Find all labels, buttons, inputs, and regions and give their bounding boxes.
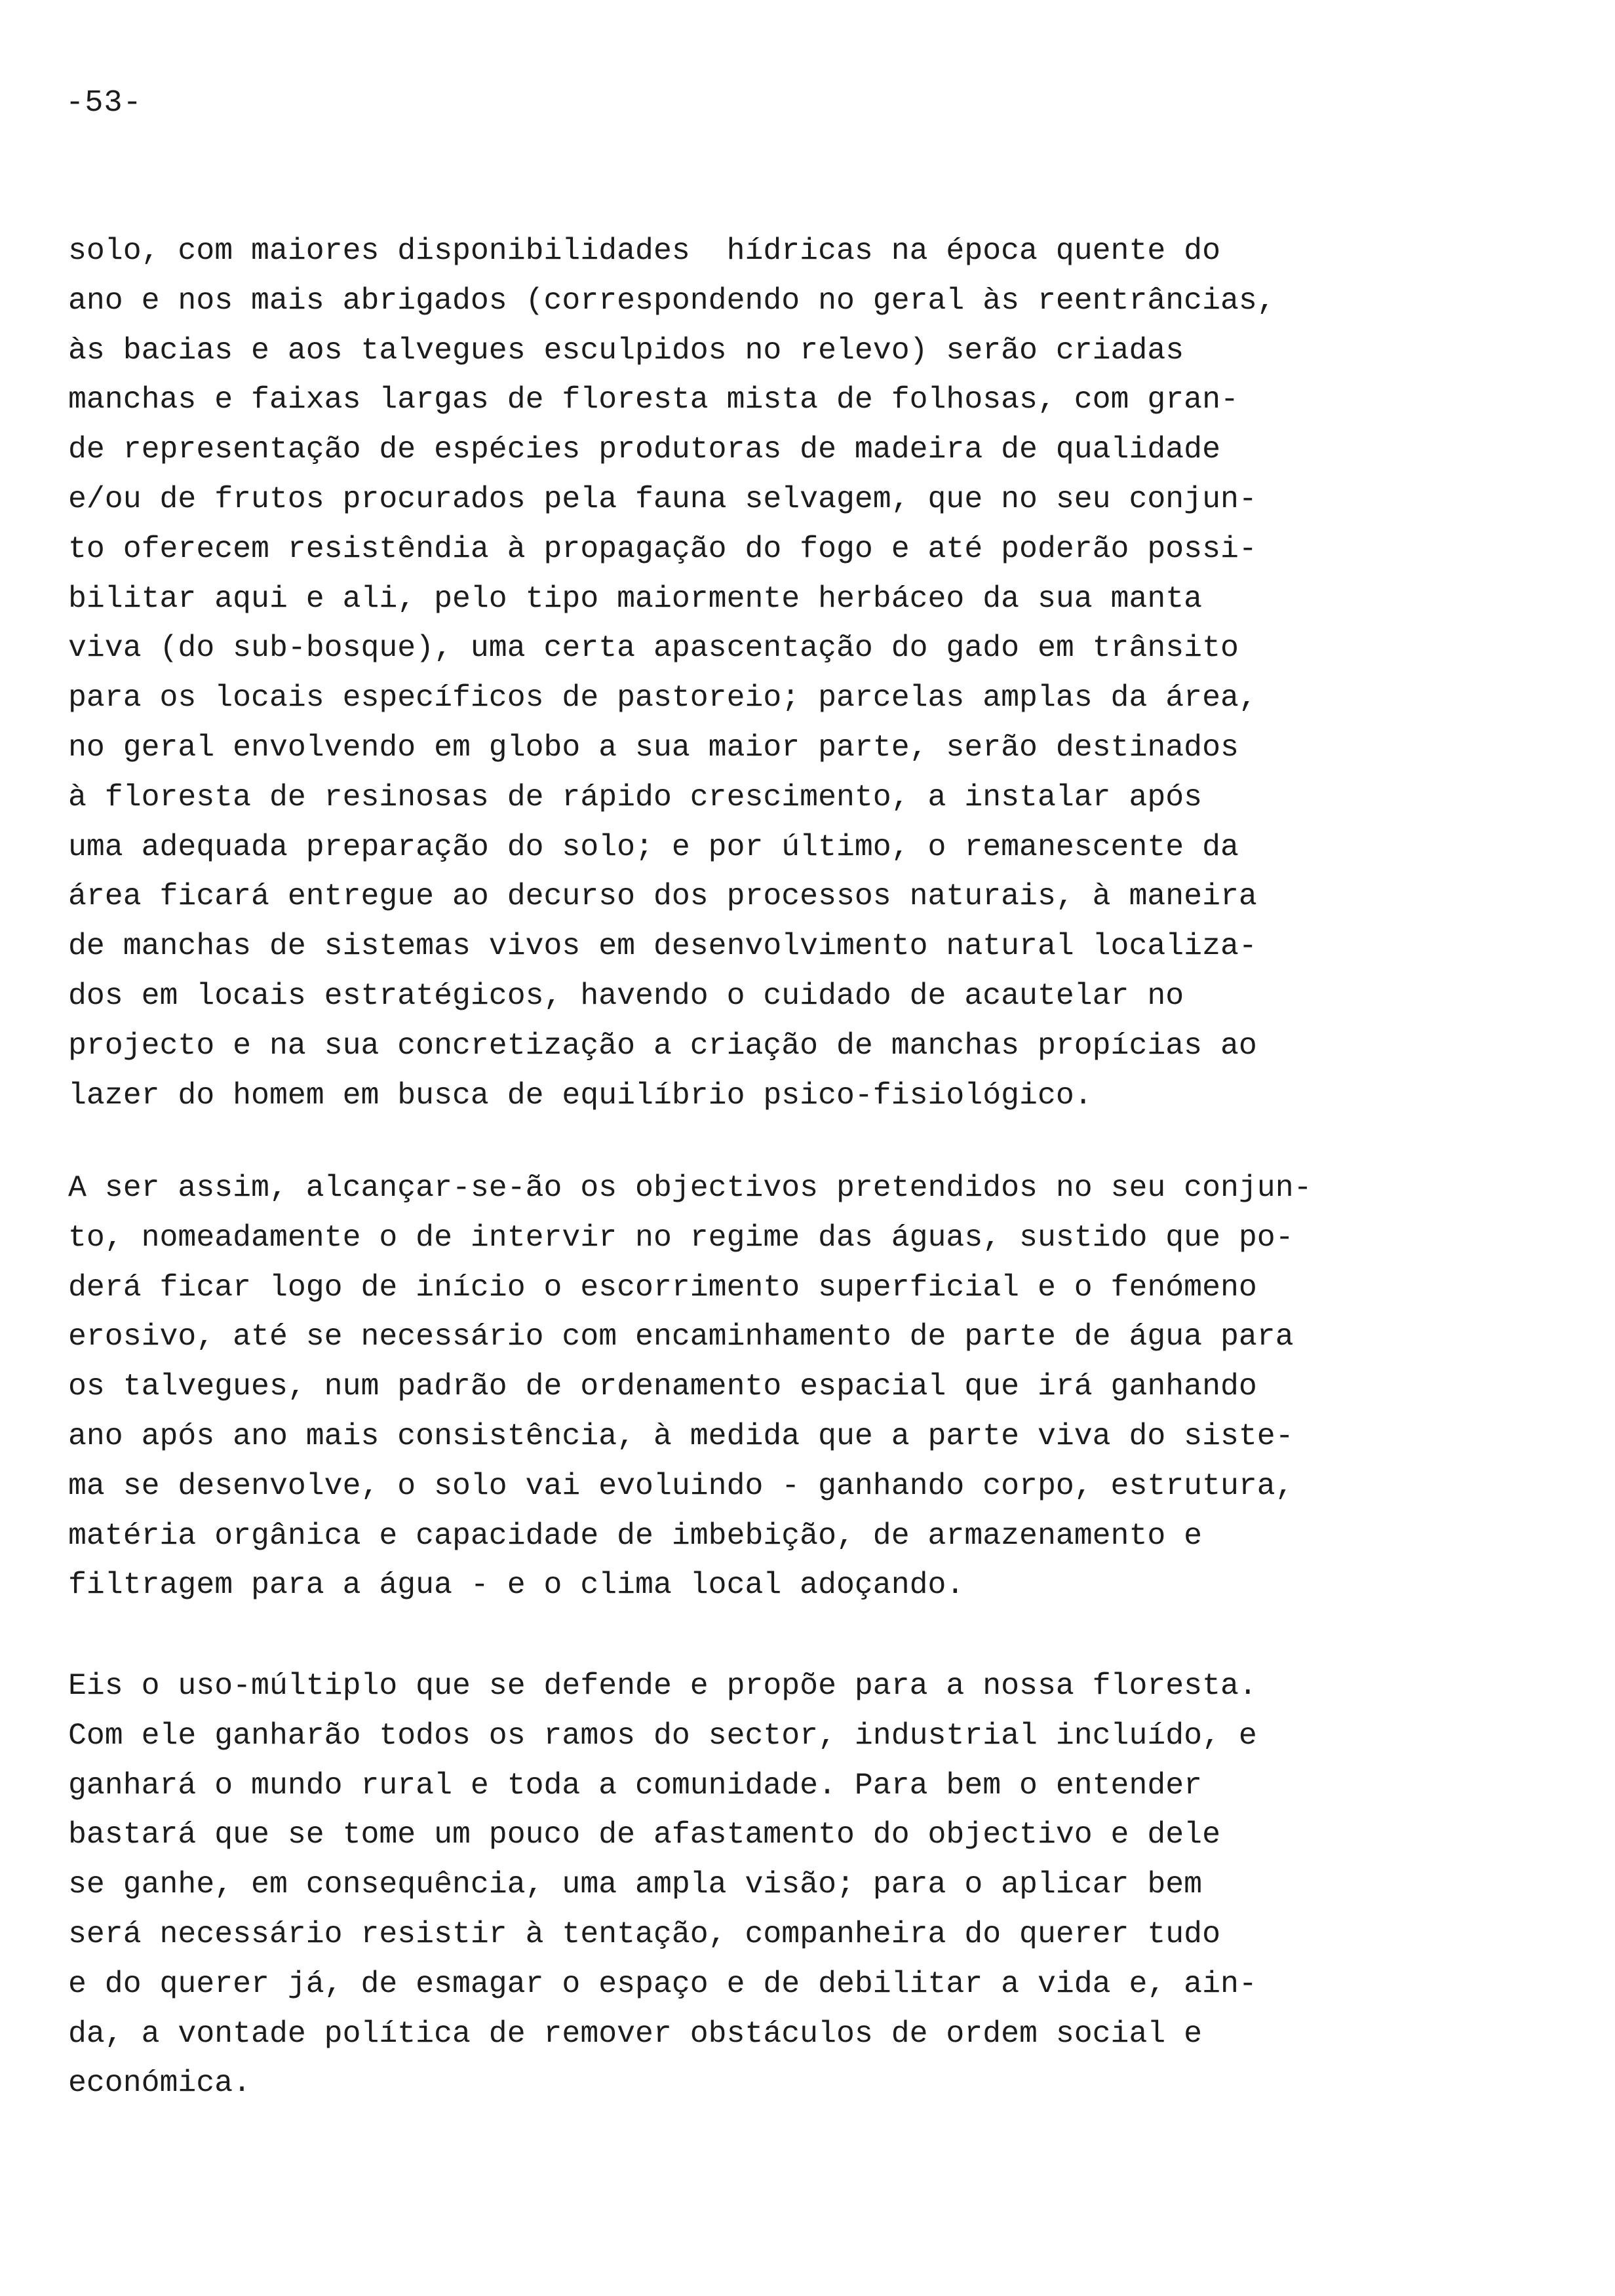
text-line: de manchas de sistemas vivos em desenvolvimento natural localiza- [68, 928, 1257, 964]
text-line: filtragem para a água - e o clima local adoçando. [68, 1567, 965, 1603]
text-line: lazer do homem em busca de equilíbrio psico-fisiológico. [68, 1077, 1093, 1113]
text-line: A ser assim, alcançar-se-ão os objectivos pretendidos no seu conjun- [68, 1170, 1312, 1205]
text-line: erosivo, até se necessário com encaminhamento de parte de água para [68, 1319, 1294, 1354]
text-line: e do querer já, de esmagar o espaço e de debilitar a vida e, ain- [68, 1966, 1257, 2001]
text-line: projecto e na sua concretização a criação de manchas propícias ao [68, 1027, 1257, 1063]
text-line: no geral envolvendo em globo a sua maior parte, serão destinados [68, 729, 1239, 765]
text-line: ano após ano mais consistência, à medida que a parte viva do siste- [68, 1418, 1294, 1453]
text-line: ganhará o mundo rural e toda a comunidade. Para bem o entender [68, 1767, 1203, 1803]
text-line: to oferecem resistêndia à propagação do fogo e até poderão possi- [68, 531, 1257, 566]
text-line: se ganhe, em consequência, uma ampla visão; para o aplicar bem [68, 1867, 1203, 1902]
text-line: área ficará entregue ao decurso dos processos naturais, à maneira [68, 879, 1257, 914]
text-line: solo, com maiores disponibilidades hídricas na época quente do [68, 233, 1220, 268]
text-line: matéria orgânica e capacidade de imbebição, de armazenamento e [68, 1518, 1203, 1553]
text-line: ma se desenvolve, o solo vai evoluindo - ganhando corpo, estrutura, [68, 1468, 1294, 1503]
text-line: bilitar aqui e ali, pelo tipo maiormente herbáceo da sua manta [68, 581, 1203, 616]
text-line: derá ficar logo de início o escorrimento superficial e o fenómeno [68, 1269, 1257, 1305]
text-line: to, nomeadamente o de intervir no regime das águas, sustido que po- [68, 1219, 1294, 1255]
text-line: ano e nos mais abrigados (correspondendo no geral às reentrâncias, [68, 282, 1275, 318]
text-line: às bacias e aos talvegues esculpidos no relevo) serão criadas [68, 332, 1184, 368]
text-line: e/ou de frutos procurados pela fauna selvagem, que no seu conjun- [68, 481, 1257, 516]
text-line: uma adequada preparação do solo; e por último, o remanescente da [68, 829, 1239, 864]
text-line: dos em locais estratégicos, havendo o cuidado de acautelar no [68, 978, 1184, 1013]
paragraph [68, 1163, 1418, 1610]
text-line: à floresta de resinosas de rápido crescimento, a instalar após [68, 779, 1203, 814]
paragraph [68, 226, 1418, 1120]
text-line: económica. [68, 2065, 252, 2101]
text-line: para os locais específicos de pastoreio; parcelas amplas da área, [68, 680, 1257, 716]
text-line: os talvegues, num padrão de ordenamento espacial que irá ganhando [68, 1369, 1257, 1404]
text-line: viva (do sub-bosque), uma certa apascentação do gado em trânsito [68, 630, 1239, 666]
text-line: manchas e faixas largas de floresta mista de folhosas, com gran- [68, 382, 1239, 417]
text-line: bastará que se tome um pouco de afastamento do objectivo e dele [68, 1817, 1220, 1852]
text-line: Eis o uso-múltiplo que se defende e propõe para a nossa floresta. [68, 1668, 1257, 1703]
paragraph [68, 1661, 1418, 2108]
page-number: -53- [66, 86, 142, 121]
text-line: de representação de espécies produtoras de madeira de qualidade [68, 432, 1220, 467]
text-line: Com ele ganharão todos os ramos do sector, industrial incluído, e [68, 1717, 1257, 1753]
text-line: será necessário resistir à tentação, companheira do querer tudo [68, 1916, 1220, 1951]
text-line: da, a vontade política de remover obstáculos de ordem social e [68, 2016, 1203, 2051]
